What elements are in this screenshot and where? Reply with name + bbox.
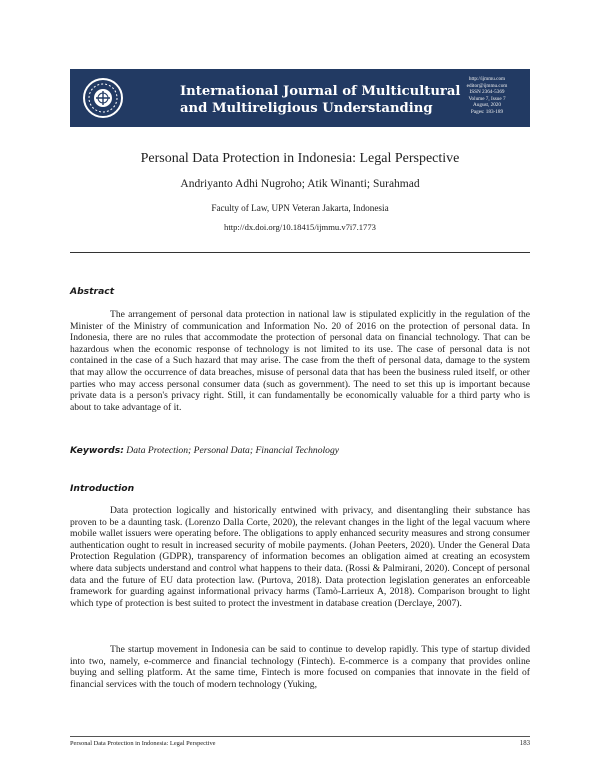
abstract-text: The arrangement of personal data protection in national law is stipulated explicitly in the regulation of the Minister of the Ministry of communication and Information No. 20 of 2016 on the protection of personal data. In Indonesia, there are no rules that accommodate the protection of personal data on financial technology. That can be hazardous when the economic response of technology is not limited to its use. The case of personal data is not contained in the case of a Such hazard that may arise. The case from the theft of personal data, damage to the system that may allow the occurrence of data breaches, misuse of personal data that has been the business ruled itself, or other parties who may access personal consumer data (such as government). The need to set this up is important because private data is a person's privacy right. Still, it can fundamentally be economically valuable for a third party who is about to take advantage of it.: [70, 309, 530, 413]
introduction-paragraph-2: The startup movement in Indonesia can be said to continue to develop rapidly. This type of startup divided into two, namely, e-commerce and financial technology (Fintech). E-commerce is a company that provides online buying and selling platform. At the same time, Fintech is more focused on companies that innovate in the field of financial services with the touch of modern technology (Yuking,: [70, 644, 530, 690]
journal-date: August, 2020: [473, 102, 501, 109]
journal-logo-icon: [82, 77, 124, 119]
journal-url[interactable]: http://ijmmu.com: [468, 76, 506, 82]
journal-email[interactable]: editor@ijmmu.com: [466, 82, 508, 89]
journal-title-line1: International Journal of Multicultural: [180, 84, 461, 99]
journal-pages: Pages: 183-189: [470, 108, 504, 115]
footer-page-number: 183: [519, 740, 530, 747]
keywords-text: Data Protection; Personal Data; Financial Technology: [126, 445, 340, 456]
article-doi-link[interactable]: http://dx.doi.org/10.18415/ijmmu.v7i7.1773: [224, 222, 376, 232]
keywords-label: Keywords:: [70, 445, 124, 456]
footer-divider: [70, 736, 530, 737]
journal-volume: Volume 7, Issue 7: [468, 95, 506, 102]
header-divider: [70, 252, 530, 253]
journal-issn: ISSN 2364-5369: [469, 89, 505, 96]
keywords-line: [70, 445, 530, 456]
introduction-heading: Introduction: [70, 483, 135, 494]
abstract-heading: Abstract: [70, 286, 115, 297]
footer-running-title: Personal Data Protection in Indonesia: Legal Perspective: [70, 740, 216, 747]
journal-banner: [70, 69, 530, 127]
article-affiliation: Faculty of Law, UPN Veteran Jakarta, Indonesia: [211, 203, 389, 213]
article-authors: Andriyanto Adhi Nugroho; Atik Winanti; Surahmad: [180, 178, 420, 190]
introduction-paragraph-1: Data protection logically and historically entwined with privacy, and disentangling their substance has proven to be a daunting task. (Lorenzo Dalla Corte, 2020), the relevant changes in the light of the legal vacuum where mobile wallet issuers were operating before. The obligations to apply enhanced security measures and strong consumer authentication ought to result in increased security of mobile payments. (Johan Peeters, 2020). Under the General Data Protection Regulation (GDPR), transparency of information becomes an obligation aimed at creating an ecosystem where data subjects understand and control what happens to their data. (Rossi & Palmirani, 2020). Concept of personal data and the future of EU data protection law. (Purtova, 2018). Data protection legislation generates an enforceable framework for guarding against informational privacy harms (Tamò-Larrieux A, 2018). Comparison brought to light which type of protection is best suited to protect the investment in database creation (Derclaye, 2007).: [70, 505, 530, 609]
article-title: Personal Data Protection in Indonesia: Legal Perspective: [140, 151, 460, 166]
journal-meta: [452, 76, 522, 116]
journal-title-line2: and Multireligious Understanding: [180, 101, 433, 116]
journal-title: [180, 83, 470, 117]
